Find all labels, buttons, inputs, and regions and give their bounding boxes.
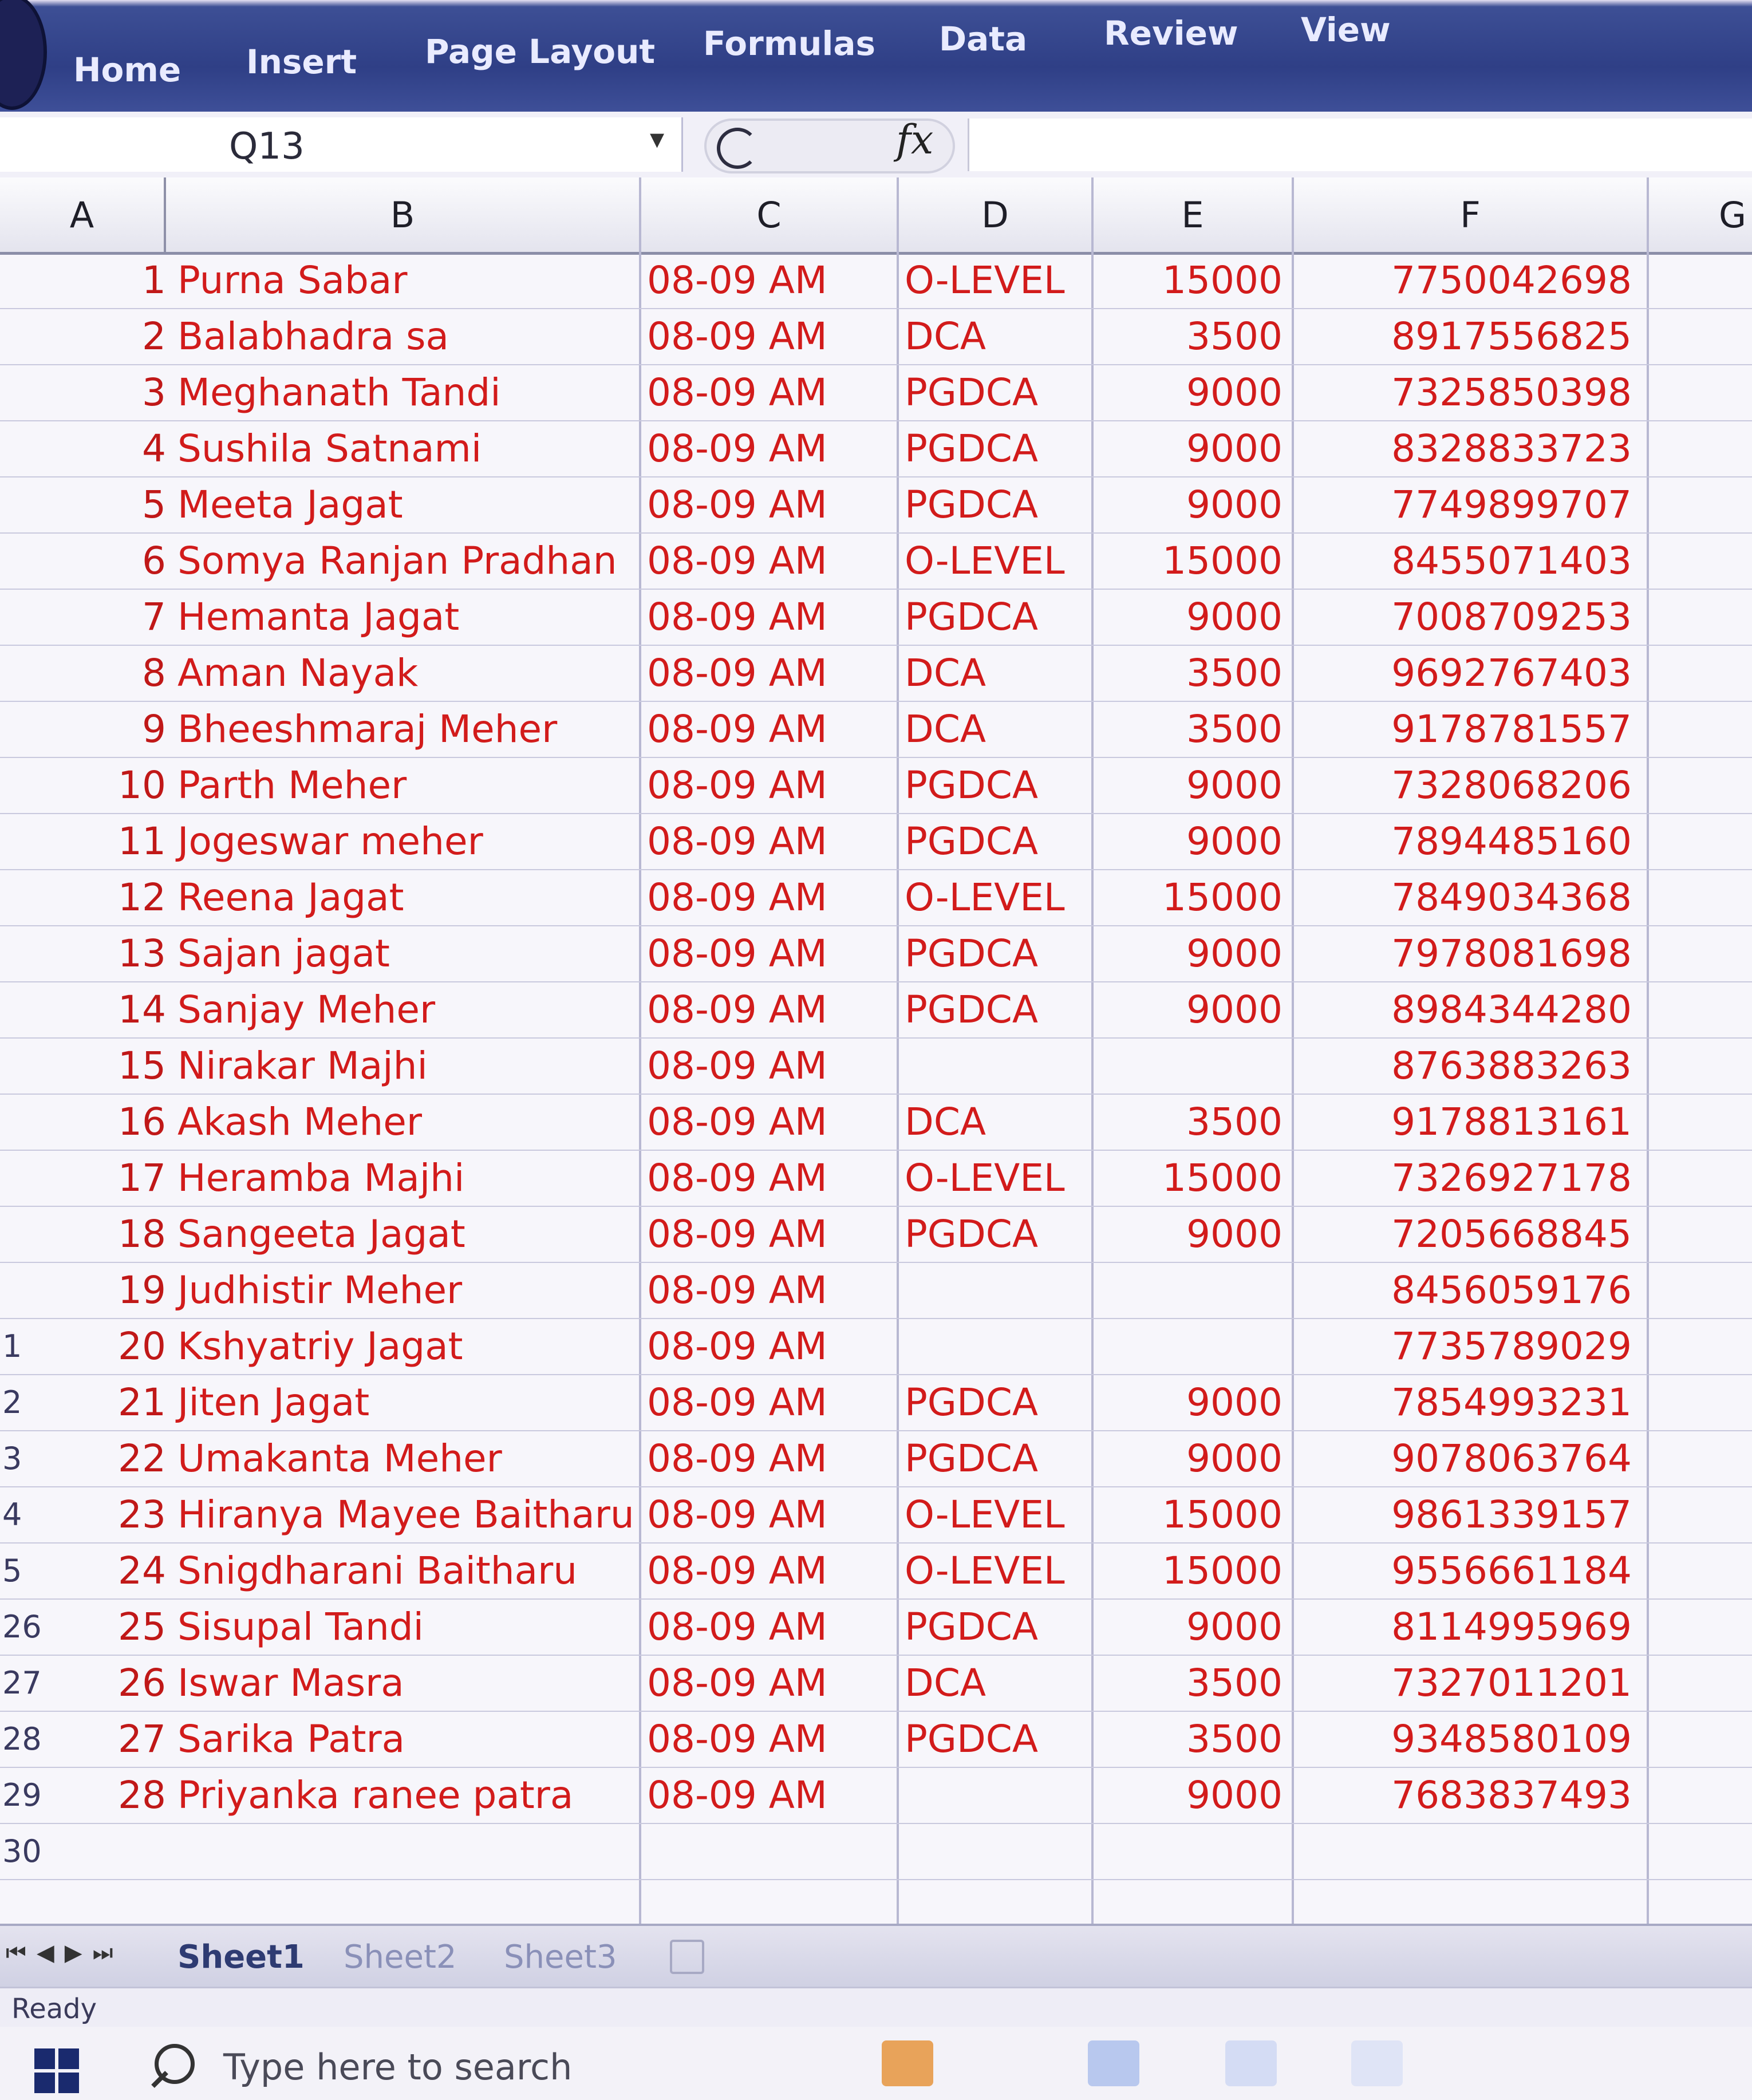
table-row [0, 1711, 1752, 1768]
tab-review[interactable]: Review [1104, 14, 1238, 53]
row-number[interactable] [0, 1094, 46, 1150]
table-row [0, 1094, 1752, 1151]
course-cell[interactable]: DCA [905, 650, 987, 695]
time-cell[interactable]: 08-09 AM [647, 819, 827, 863]
name-cell[interactable]: Sangeeta Jagat [177, 1211, 465, 1256]
phone-cell[interactable]: 8763883263 [1391, 1043, 1632, 1088]
name-cell[interactable]: Sarika Patra [177, 1716, 405, 1761]
fee-cell[interactable]: 15000 [1162, 258, 1283, 302]
cell-grid[interactable] [0, 252, 1752, 1912]
serial-cell[interactable]: 8 [142, 650, 166, 695]
serial-cell[interactable]: 2 [142, 314, 166, 358]
name-cell[interactable] [177, 1823, 636, 1879]
row-number[interactable]: 28 [2, 1720, 42, 1757]
column-header-a[interactable]: A [0, 177, 166, 252]
phone-cell[interactable]: 9078063764 [1391, 1436, 1632, 1481]
fee-cell[interactable]: 15000 [1162, 1492, 1283, 1537]
name-cell[interactable]: Aman Nayak [177, 650, 419, 695]
row-number[interactable] [0, 589, 46, 645]
fee-cell[interactable]: 9000 [1186, 482, 1283, 527]
fee-cell[interactable]: 9000 [1186, 987, 1283, 1032]
column-header-e[interactable]: E [1094, 177, 1294, 252]
row-number[interactable] [0, 252, 46, 308]
taskbar [0, 2027, 1752, 2100]
course-cell[interactable]: DCA [905, 706, 987, 751]
phone-cell[interactable]: 8328833723 [1391, 426, 1632, 471]
table-row [0, 364, 1752, 421]
serial-cell[interactable]: 11 [118, 819, 166, 863]
fee-cell[interactable] [1094, 1037, 1283, 1094]
phone-cell[interactable]: 8984344280 [1391, 987, 1632, 1032]
row-number[interactable] [0, 420, 46, 476]
course-cell[interactable]: O-LEVEL [905, 538, 1065, 583]
row-number[interactable] [0, 1037, 46, 1094]
phone-cell[interactable]: 7849034368 [1391, 875, 1632, 919]
table-row [0, 1598, 1752, 1656]
tab-view[interactable]: View [1301, 10, 1391, 49]
fee-cell[interactable]: 9000 [1186, 426, 1283, 471]
serial-cell[interactable]: 4 [142, 426, 166, 471]
serial-cell[interactable]: 16 [118, 1099, 166, 1144]
fee-cell[interactable] [1094, 1262, 1283, 1318]
taskbar-app-icon[interactable] [1225, 2040, 1277, 2086]
tab-page-layout[interactable]: Page Layout [425, 32, 656, 71]
fee-cell[interactable]: 15000 [1162, 538, 1283, 583]
table-row [0, 645, 1752, 702]
time-cell[interactable]: 08-09 AM [647, 1099, 827, 1144]
fee-cell[interactable]: 3500 [1186, 1099, 1283, 1144]
serial-cell[interactable]: 21 [118, 1380, 166, 1424]
sheet-tab-bar [0, 1924, 1752, 1989]
time-cell[interactable]: 08-09 AM [647, 482, 827, 527]
time-cell[interactable]: 08-09 AM [647, 1773, 827, 1817]
course-cell[interactable]: O-LEVEL [905, 875, 1065, 919]
course-cell[interactable] [905, 1037, 1088, 1094]
row-number[interactable]: 5 [2, 1552, 22, 1589]
fee-cell[interactable]: 9000 [1186, 1436, 1283, 1481]
sheet-tab-1[interactable]: Sheet1 [177, 1939, 305, 1976]
sheet-tab-3[interactable]: Sheet3 [504, 1939, 617, 1976]
course-cell[interactable]: O-LEVEL [905, 1155, 1065, 1200]
serial-cell[interactable]: 5 [142, 482, 166, 527]
name-cell[interactable]: Sajan jagat [177, 931, 390, 976]
course-cell[interactable]: DCA [905, 1660, 987, 1705]
course-cell[interactable]: PGDCA [905, 1436, 1038, 1481]
serial-cell[interactable]: 3 [142, 370, 166, 415]
table-row [0, 1262, 1752, 1319]
name-cell[interactable]: Sushila Satnami [177, 426, 482, 471]
course-cell[interactable]: PGDCA [905, 1211, 1038, 1256]
windows-start-icon[interactable] [34, 2048, 80, 2094]
table-row [0, 532, 1752, 590]
fee-cell[interactable] [1094, 1318, 1283, 1374]
tab-data[interactable]: Data [939, 19, 1028, 58]
table-row [0, 1206, 1752, 1263]
name-cell[interactable]: Balabhadra sa [177, 314, 449, 358]
fee-cell[interactable]: 9000 [1186, 1380, 1283, 1424]
serial-cell[interactable]: 28 [118, 1773, 166, 1817]
cancel-icon[interactable] [717, 128, 758, 169]
phone-cell[interactable]: 8456059176 [1391, 1268, 1632, 1312]
table-row [0, 589, 1752, 646]
course-cell[interactable]: PGDCA [905, 819, 1038, 863]
row-number[interactable] [0, 364, 46, 420]
name-cell[interactable]: Sanjay Meher [177, 987, 436, 1032]
name-cell[interactable]: Kshyatriy Jagat [177, 1324, 463, 1368]
tab-formulas[interactable]: Formulas [703, 24, 875, 63]
fee-cell[interactable]: 9000 [1186, 370, 1283, 415]
phone-cell[interactable]: 9692767403 [1391, 650, 1632, 695]
course-cell[interactable]: PGDCA [905, 426, 1038, 471]
fee-cell[interactable]: 3500 [1186, 706, 1283, 751]
row-number[interactable] [0, 645, 46, 701]
ribbon [0, 0, 1752, 115]
row-number[interactable] [0, 813, 46, 869]
time-cell[interactable]: 08-09 AM [647, 1155, 827, 1200]
phone-cell[interactable]: 7854993231 [1391, 1380, 1632, 1424]
fee-cell[interactable]: 3500 [1186, 314, 1283, 358]
course-cell[interactable] [905, 1318, 1088, 1374]
phone-cell[interactable]: 8114995969 [1391, 1604, 1632, 1649]
row-number[interactable] [0, 308, 46, 364]
time-cell[interactable]: 08-09 AM [647, 650, 827, 695]
row-number[interactable] [0, 532, 46, 589]
serial-cell[interactable]: 26 [118, 1660, 166, 1705]
name-cell[interactable]: Jiten Jagat [177, 1380, 370, 1424]
course-cell[interactable]: O-LEVEL [905, 1548, 1065, 1593]
time-cell[interactable]: 08-09 AM [647, 258, 827, 302]
table-row [0, 869, 1752, 926]
serial-cell[interactable]: 7 [142, 594, 166, 639]
phone-cell[interactable]: 7749899707 [1391, 482, 1632, 527]
row-number[interactable] [0, 701, 46, 757]
course-cell[interactable] [905, 1767, 1088, 1823]
serial-cell[interactable]: 13 [118, 931, 166, 976]
row-number[interactable]: 26 [2, 1608, 42, 1645]
fx-icon[interactable]: fx [896, 116, 934, 163]
course-cell[interactable] [905, 1823, 1088, 1879]
phone-cell[interactable]: 8455071403 [1391, 538, 1632, 583]
phone-cell[interactable]: 7008709253 [1391, 594, 1632, 639]
course-cell[interactable]: PGDCA [905, 931, 1038, 976]
row-number[interactable]: 4 [2, 1496, 22, 1533]
table-row [0, 1318, 1752, 1375]
tab-home[interactable]: Home [73, 50, 181, 89]
course-cell[interactable]: PGDCA [905, 987, 1038, 1032]
table-row [0, 1150, 1752, 1207]
taskbar-search-input[interactable]: Type here to search [223, 2046, 573, 2088]
file-explorer-icon[interactable] [882, 2040, 933, 2086]
phone-cell[interactable]: 9348580109 [1391, 1716, 1632, 1761]
course-cell[interactable]: PGDCA [905, 1380, 1038, 1424]
name-cell[interactable]: Nirakar Majhi [177, 1043, 428, 1088]
fee-cell[interactable]: 9000 [1186, 594, 1283, 639]
serial-cell[interactable]: 22 [118, 1436, 166, 1481]
fee-cell[interactable]: 9000 [1186, 819, 1283, 863]
table-row [0, 757, 1752, 814]
status-bar [0, 1987, 1752, 2028]
table-row [0, 1486, 1752, 1544]
row-number[interactable]: 29 [2, 1777, 42, 1813]
name-cell[interactable]: Hiranya Mayee Baitharu [177, 1492, 634, 1537]
fee-cell[interactable]: 9000 [1186, 1604, 1283, 1649]
chevron-down-icon[interactable]: ▾ [650, 122, 665, 155]
phone-cell[interactable]: 7750042698 [1391, 258, 1632, 302]
tab-insert[interactable]: Insert [246, 42, 357, 81]
column-header-f[interactable]: F [1294, 177, 1649, 252]
phone-cell[interactable]: 7683837493 [1391, 1773, 1632, 1817]
fee-cell[interactable]: 3500 [1186, 1660, 1283, 1705]
row-number[interactable] [0, 1206, 46, 1262]
fee-cell[interactable]: 15000 [1162, 1155, 1283, 1200]
table-row [0, 420, 1752, 477]
time-cell[interactable]: 08-09 AM [647, 763, 827, 807]
name-cell[interactable]: Meeta Jagat [177, 482, 403, 527]
table-row [0, 1542, 1752, 1600]
serial-cell[interactable]: 23 [118, 1492, 166, 1537]
serial-cell[interactable]: 14 [118, 987, 166, 1032]
course-cell[interactable]: PGDCA [905, 594, 1038, 639]
time-cell[interactable]: 08-09 AM [647, 426, 827, 471]
name-box[interactable] [0, 117, 683, 172]
row-number[interactable]: 30 [2, 1833, 42, 1869]
fee-cell[interactable]: 9000 [1186, 1211, 1283, 1256]
name-cell[interactable]: Reena Jagat [177, 875, 404, 919]
sheet-nav-arrows-icon[interactable]: ⏮◀▶⏭ [6, 1940, 124, 1966]
time-cell[interactable]: 08-09 AM [647, 875, 827, 919]
table-row [0, 252, 1752, 309]
fee-cell[interactable] [1094, 1823, 1283, 1879]
serial-cell[interactable] [115, 1823, 166, 1879]
row-number[interactable]: 1 [2, 1328, 22, 1364]
table-row [0, 1823, 1752, 1880]
name-cell[interactable]: Iswar Masra [177, 1660, 404, 1705]
time-cell[interactable]: 08-09 AM [647, 706, 827, 751]
course-cell[interactable]: PGDCA [905, 1716, 1038, 1761]
column-header-d[interactable]: D [899, 177, 1094, 252]
serial-cell[interactable]: 20 [118, 1324, 166, 1368]
time-cell[interactable]: 08-09 AM [647, 1548, 827, 1593]
time-cell[interactable]: 08-09 AM [647, 314, 827, 358]
status-text: Ready [11, 1993, 97, 2025]
phone-cell[interactable]: 7326927178 [1391, 1155, 1632, 1200]
time-cell[interactable]: 08-09 AM [647, 1043, 827, 1088]
row-number[interactable] [0, 869, 46, 925]
time-cell[interactable]: 08-09 AM [647, 1436, 827, 1481]
time-cell[interactable]: 08-09 AM [647, 1268, 827, 1312]
row-number[interactable] [0, 1262, 46, 1318]
column-header-c[interactable]: C [641, 177, 899, 252]
name-cell[interactable]: Purna Sabar [177, 258, 408, 302]
formula-input[interactable] [968, 119, 1752, 171]
phone-cell[interactable]: 7205668845 [1391, 1211, 1632, 1256]
name-cell[interactable]: Bheeshmaraj Meher [177, 706, 558, 751]
row-number[interactable] [0, 981, 46, 1037]
time-cell[interactable]: 08-09 AM [647, 1660, 827, 1705]
name-cell[interactable]: Hemanta Jagat [177, 594, 460, 639]
time-cell[interactable]: 08-09 AM [647, 1324, 827, 1368]
name-cell[interactable]: Priyanka ranee patra [177, 1773, 574, 1817]
time-cell[interactable]: 08-09 AM [647, 987, 827, 1032]
time-cell[interactable]: 08-09 AM [647, 1492, 827, 1537]
serial-cell[interactable]: 27 [118, 1716, 166, 1761]
phone-cell[interactable]: 7325850398 [1391, 370, 1632, 415]
course-cell[interactable]: O-LEVEL [905, 1492, 1065, 1537]
serial-cell[interactable]: 15 [118, 1043, 166, 1088]
phone-cell[interactable]: 9861339157 [1391, 1492, 1632, 1537]
serial-cell[interactable]: 6 [142, 538, 166, 583]
serial-cell[interactable]: 18 [118, 1211, 166, 1256]
time-cell[interactable]: 08-09 AM [647, 370, 827, 415]
name-cell[interactable]: Akash Meher [177, 1099, 422, 1144]
phone-cell[interactable]: 9178781557 [1391, 706, 1632, 751]
serial-cell[interactable]: 9 [142, 706, 166, 751]
name-cell[interactable]: Meghanath Tandi [177, 370, 501, 415]
time-cell[interactable]: 08-09 AM [647, 931, 827, 976]
column-headers [0, 177, 1752, 255]
phone-cell[interactable] [1305, 1823, 1632, 1879]
phone-cell[interactable]: 9556661184 [1391, 1548, 1632, 1593]
phone-cell[interactable]: 8917556825 [1391, 314, 1632, 358]
office-button[interactable] [0, 0, 47, 110]
serial-cell[interactable]: 25 [118, 1604, 166, 1649]
phone-cell[interactable]: 7894485160 [1391, 819, 1632, 863]
name-cell[interactable]: Judhistir Meher [177, 1268, 463, 1312]
name-cell[interactable]: Somya Ranjan Pradhan [177, 538, 617, 583]
name-cell[interactable]: Snigdharani Baitharu [177, 1548, 578, 1593]
column-header-g[interactable]: G [1718, 194, 1746, 236]
table-row [0, 1037, 1752, 1095]
time-cell[interactable]: 08-09 AM [647, 1211, 827, 1256]
formula-bar [0, 112, 1752, 180]
taskbar-app-icon[interactable] [1088, 2040, 1139, 2086]
time-cell[interactable]: 08-09 AM [647, 1380, 827, 1424]
name-cell[interactable]: Heramba Majhi [177, 1155, 465, 1200]
course-cell[interactable]: PGDCA [905, 370, 1038, 415]
table-row [0, 701, 1752, 758]
taskbar-app-icon[interactable] [1351, 2040, 1403, 2086]
table-row [0, 1374, 1752, 1431]
serial-cell[interactable]: 12 [118, 875, 166, 919]
table-row [0, 981, 1752, 1039]
serial-cell[interactable]: 10 [118, 763, 166, 807]
fee-cell[interactable]: 9000 [1186, 763, 1283, 807]
name-box-value: Q13 [229, 125, 305, 168]
phone-cell[interactable]: 7978081698 [1391, 931, 1632, 976]
course-cell[interactable]: PGDCA [905, 763, 1038, 807]
name-cell[interactable]: Jogeswar meher [177, 819, 483, 863]
phone-cell[interactable]: 7328068206 [1391, 763, 1632, 807]
course-cell[interactable]: PGDCA [905, 482, 1038, 527]
time-cell[interactable] [647, 1823, 899, 1879]
row-number[interactable] [0, 925, 46, 981]
table-row [0, 813, 1752, 870]
time-cell[interactable]: 08-09 AM [647, 538, 827, 583]
course-cell[interactable] [905, 1262, 1088, 1318]
time-cell[interactable]: 08-09 AM [647, 594, 827, 639]
fee-cell[interactable]: 3500 [1186, 1716, 1283, 1761]
insert-sheet-icon[interactable] [670, 1940, 704, 1974]
serial-cell[interactable]: 1 [142, 258, 166, 302]
table-row [0, 1655, 1752, 1712]
table-row [0, 308, 1752, 365]
fee-cell[interactable]: 15000 [1162, 875, 1283, 919]
course-cell[interactable]: DCA [905, 314, 987, 358]
sheet-tab-2[interactable]: Sheet2 [344, 1939, 457, 1976]
table-row [0, 1767, 1752, 1824]
name-cell[interactable]: Umakanta Meher [177, 1436, 502, 1481]
row-number[interactable]: 27 [2, 1664, 42, 1701]
table-row [0, 476, 1752, 534]
fee-cell[interactable]: 3500 [1186, 650, 1283, 695]
course-cell[interactable]: O-LEVEL [905, 258, 1065, 302]
fee-cell[interactable]: 9000 [1186, 931, 1283, 976]
course-cell[interactable]: PGDCA [905, 1604, 1038, 1649]
phone-cell[interactable]: 9178813161 [1391, 1099, 1632, 1144]
name-cell[interactable]: Parth Meher [177, 763, 407, 807]
row-number[interactable] [0, 1150, 46, 1206]
column-header-b[interactable]: B [166, 177, 641, 252]
time-cell[interactable]: 08-09 AM [647, 1604, 827, 1649]
fee-cell[interactable]: 15000 [1162, 1548, 1283, 1593]
fee-cell[interactable]: 9000 [1186, 1773, 1283, 1817]
phone-cell[interactable]: 7327011201 [1391, 1660, 1632, 1705]
table-row [0, 1430, 1752, 1487]
row-number[interactable] [0, 757, 46, 813]
serial-cell[interactable]: 17 [118, 1155, 166, 1200]
name-cell[interactable]: Sisupal Tandi [177, 1604, 424, 1649]
row-number[interactable]: 2 [2, 1384, 22, 1420]
serial-cell[interactable]: 24 [118, 1548, 166, 1593]
table-row [0, 925, 1752, 982]
time-cell[interactable]: 08-09 AM [647, 1716, 827, 1761]
row-number[interactable]: 3 [2, 1440, 22, 1477]
course-cell[interactable]: DCA [905, 1099, 987, 1144]
serial-cell[interactable]: 19 [118, 1268, 166, 1312]
row-number[interactable] [0, 476, 46, 532]
phone-cell[interactable]: 7735789029 [1391, 1324, 1632, 1368]
